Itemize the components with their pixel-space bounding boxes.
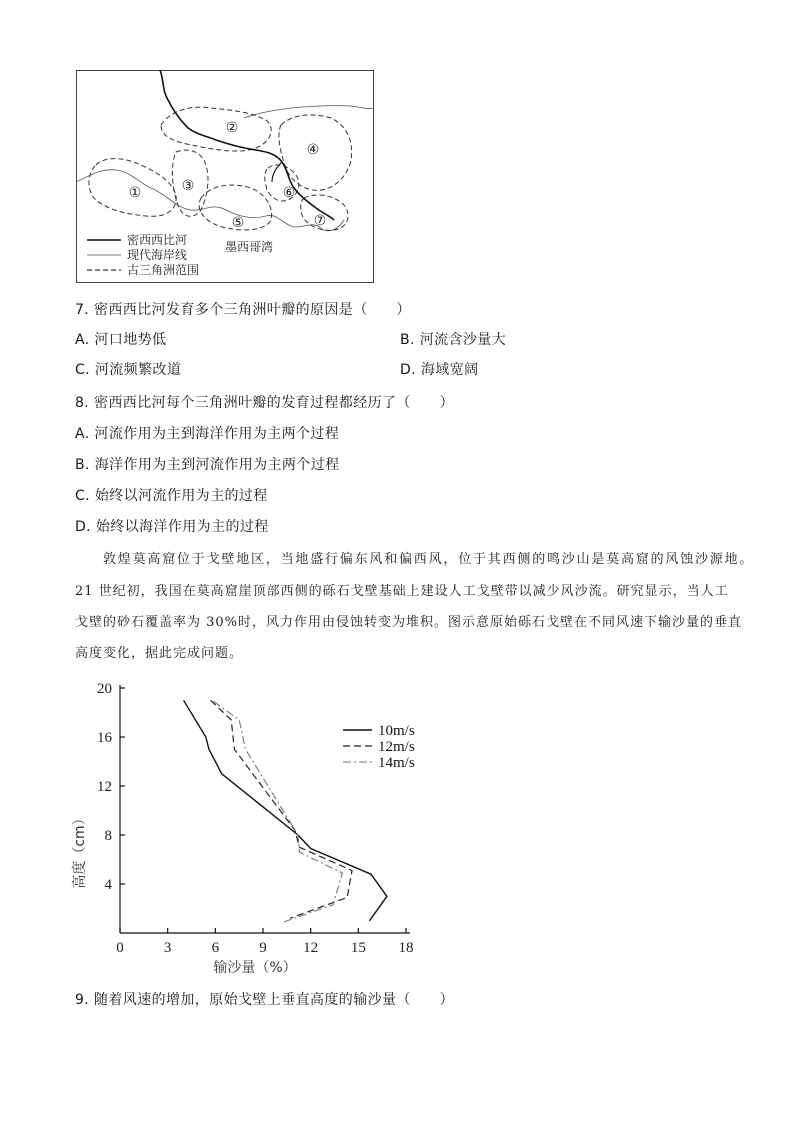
y-tick-label: 16	[97, 730, 112, 746]
delta-lobe-label-6: ⑥	[282, 185, 296, 201]
x-tick-label: 12	[303, 940, 319, 956]
sediment-transport-chart	[60, 670, 440, 980]
x-tick-label: 9	[259, 940, 267, 956]
mississippi-delta-map	[76, 70, 374, 283]
legend-label-14ms: 14m/s	[378, 755, 415, 771]
x-tick-label: 18	[398, 940, 414, 956]
gulf-of-mexico-label: 墨西哥湾	[225, 240, 274, 254]
y-tick-label: 20	[97, 681, 112, 697]
delta-lobe-label-1: ①	[128, 185, 142, 201]
question-7-option-d: D. 海域宽阔	[400, 362, 479, 378]
y-tick-label: 4	[104, 877, 112, 893]
x-tick-label: 0	[116, 940, 124, 956]
legend-river-label: 密西西比河	[127, 233, 188, 247]
delta-lobe-label-4: ④	[306, 142, 320, 158]
legend-ancient-delta-label: 古三角洲范围	[127, 263, 200, 277]
question-7-option-c: C. 河流频繁改道	[75, 362, 182, 378]
question-7-option-b: B. 河流含沙量大	[400, 332, 507, 348]
series-line-12ms	[211, 700, 352, 918]
delta-lobe-label-2: ②	[225, 120, 239, 136]
question-9-stem: 9. 随着风速的增加，原始戈壁上垂直高度的输沙量（ ）	[75, 992, 455, 1008]
question-8-option-c: C. 始终以河流作用为主的过程	[75, 488, 268, 504]
passage-line-1: 敦煌莫高窟位于戈壁地区，当地盛行偏东风和偏西风，位于其西侧的鸣沙山是莫高窟的风蚀沙源地。	[103, 552, 755, 567]
x-tick-label: 3	[163, 940, 172, 956]
question-7-stem: 7. 密西西比河发育多个三角洲叶瓣的原因是（ ）	[75, 302, 411, 318]
delta-lobe-label-3: ③	[181, 178, 195, 194]
question-8-option-d: D. 始终以海洋作用为主的过程	[75, 519, 269, 535]
x-tick-label: 15	[350, 940, 366, 956]
y-tick-label: 12	[97, 779, 112, 795]
question-7-option-a: A. 河口地势低	[75, 332, 167, 348]
legend-coastline-label: 现代海岸线	[127, 248, 188, 262]
question-8-option-b: B. 海洋作用为主到河流作用为主两个过程	[75, 457, 340, 473]
delta-lobe-label-7: ⑦	[313, 213, 327, 229]
question-8-option-a: A. 河流作用为主到海洋作用为主两个过程	[75, 426, 340, 442]
passage-line-4: 高度变化，据此完成问题。	[75, 646, 244, 661]
x-axis-title: 输沙量（%）	[213, 960, 297, 976]
series-line-14ms	[214, 702, 343, 923]
legend-label-10ms: 10m/s	[378, 723, 415, 739]
chart-plot-area	[97, 681, 415, 956]
legend-label-12ms: 12m/s	[378, 739, 415, 755]
series-line-10ms	[184, 700, 387, 921]
x-tick-label: 6	[211, 940, 220, 956]
y-tick-label: 8	[104, 828, 112, 844]
passage-line-2: 21 世纪初，我国在莫高窟崖顶部西侧的砾石戈壁基础上建设人工戈壁带以减少风沙流。研究显示，当人工	[75, 584, 729, 599]
passage-line-3: 戈壁的砂石覆盖率为 30%时，风力作用由侵蚀转变为堆积。图示意原始砾石戈壁在不同风速下输沙量的垂直	[75, 615, 743, 630]
y-axis-title: 高度（cm）	[72, 811, 88, 889]
question-8-stem: 8. 密西西比河每个三角洲叶瓣的发育过程都经历了（ ）	[75, 395, 455, 411]
delta-lobe-label-5: ⑤	[231, 215, 245, 231]
